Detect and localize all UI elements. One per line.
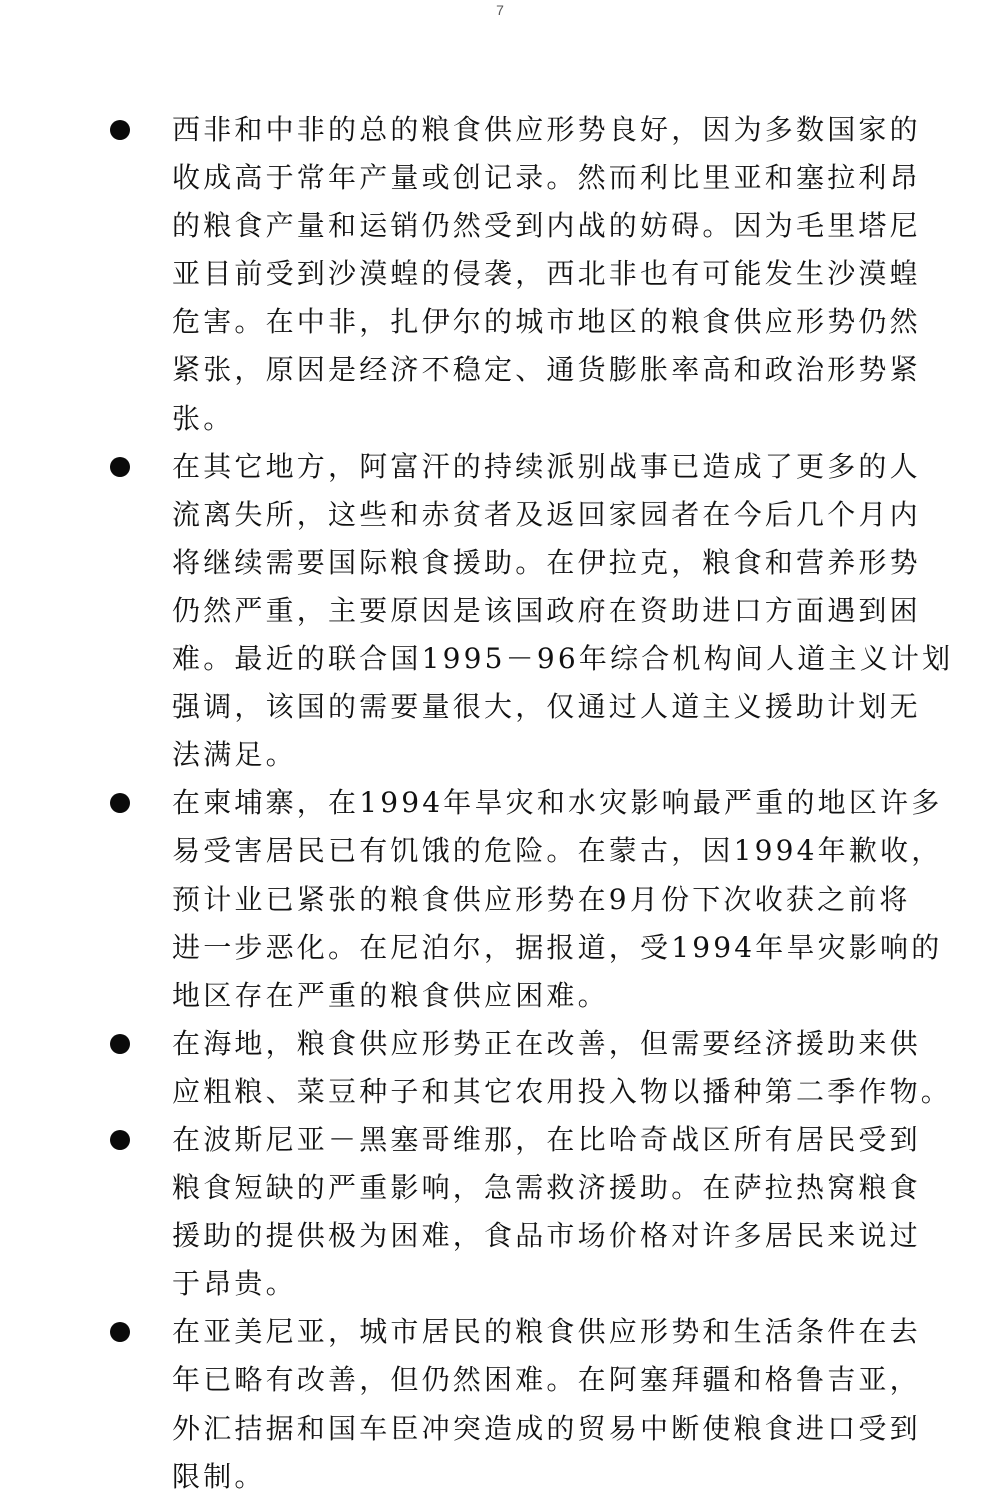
text-line: 将继续需要国际粮食援助。在伊拉克，粮食和营养形势: [172, 545, 921, 579]
bullet-dot-icon: [110, 793, 130, 813]
bullet-paragraph-cambodia-mongolia-nepal: [0, 779, 943, 1019]
text-line: 流离失所，这些和赤贫者及返回家园者在今后几个月内: [172, 497, 921, 531]
text-line: 收成高于常年产量或创记录。然而利比里亚和塞拉利昂: [172, 161, 921, 195]
text-line: 援助的提供极为困难，食品市场价格对许多居民来说过: [172, 1219, 921, 1253]
text-line: 难。最近的联合国1995－96年综合机构间人道主义计划: [172, 642, 954, 676]
text-line: 亚目前受到沙漠蝗的侵袭，西北非也有可能发生沙漠蝗: [172, 257, 921, 291]
text-line: 外汇拮据和国车臣冲突造成的贸易中断使粮食进口受到: [172, 1411, 921, 1445]
bullet-paragraph-haiti: [0, 1020, 953, 1116]
bullet-paragraph-afghanistan-iraq: [0, 443, 954, 780]
text-line: 在亚美尼亚，城市居民的粮食供应形势和生活条件在去: [172, 1315, 921, 1349]
document-body: [0, 106, 1000, 1501]
bullet-dot-icon: [110, 1322, 130, 1342]
bullet-dot-icon: [110, 120, 130, 140]
bullet-paragraph-west-central-africa: [0, 106, 921, 443]
text-line: 在其它地方，阿富汗的持续派别战事已造成了更多的人: [172, 449, 921, 483]
bullet-paragraph-bosnia: [0, 1116, 921, 1308]
text-line: 于昂贵。: [172, 1267, 297, 1301]
text-line: 危害。在中非，扎伊尔的城市地区的粮食供应形势仍然: [172, 305, 921, 339]
page-number: 7: [496, 2, 504, 18]
text-line: 西非和中非的总的粮食供应形势良好，因为多数国家的: [172, 113, 921, 146]
bullet-paragraph-armenia: [0, 1308, 921, 1500]
bullet-dot-icon: [110, 1034, 130, 1054]
text-line: 在柬埔寨，在1994年旱灾和水灾影响最严重的地区许多: [172, 786, 943, 820]
text-line: 粮食短缺的严重影响，急需救济援助。在萨拉热窝粮食: [172, 1171, 921, 1205]
text-line: 年已略有改善，但仍然困难。在阿塞拜疆和格鲁吉亚，: [172, 1363, 921, 1397]
text-line: 地区存在严重的粮食供应困难。: [172, 978, 609, 1012]
text-line: 应粗粮、菜豆种子和其它农用投入物以播种第二季作物。: [172, 1074, 953, 1108]
text-line: 的粮食产量和运销仍然受到内战的妨碍。因为毛里塔尼: [172, 209, 921, 243]
text-line: 紧张，原因是经济不稳定、通货膨胀率高和政治形势紧: [172, 353, 921, 387]
text-line: 预计业已紧张的粮食供应形势在9月份下次收获之前将: [172, 882, 911, 916]
text-line: 在波斯尼亚－黑塞哥维那，在比哈奇战区所有居民受到: [172, 1122, 921, 1156]
text-line: 在海地，粮食供应形势正在改善，但需要经济援助来供: [172, 1026, 921, 1060]
text-line: 强调，该国的需要量很大，仅通过人道主义援助计划无: [172, 690, 921, 724]
text-line: 张。: [172, 401, 235, 435]
bullet-dot-icon: [110, 457, 130, 477]
text-line: 进一步恶化。在尼泊尔，据报道，受1994年旱灾影响的: [172, 930, 943, 964]
text-line: 限制。: [172, 1459, 266, 1493]
text-line: 易受害居民已有饥饿的危险。在蒙古，因1994年歉收，: [172, 834, 943, 868]
bullet-dot-icon: [110, 1130, 130, 1150]
text-line: 法满足。: [172, 738, 297, 772]
text-line: 仍然严重，主要原因是该国政府在资助进口方面遇到困: [172, 593, 921, 627]
